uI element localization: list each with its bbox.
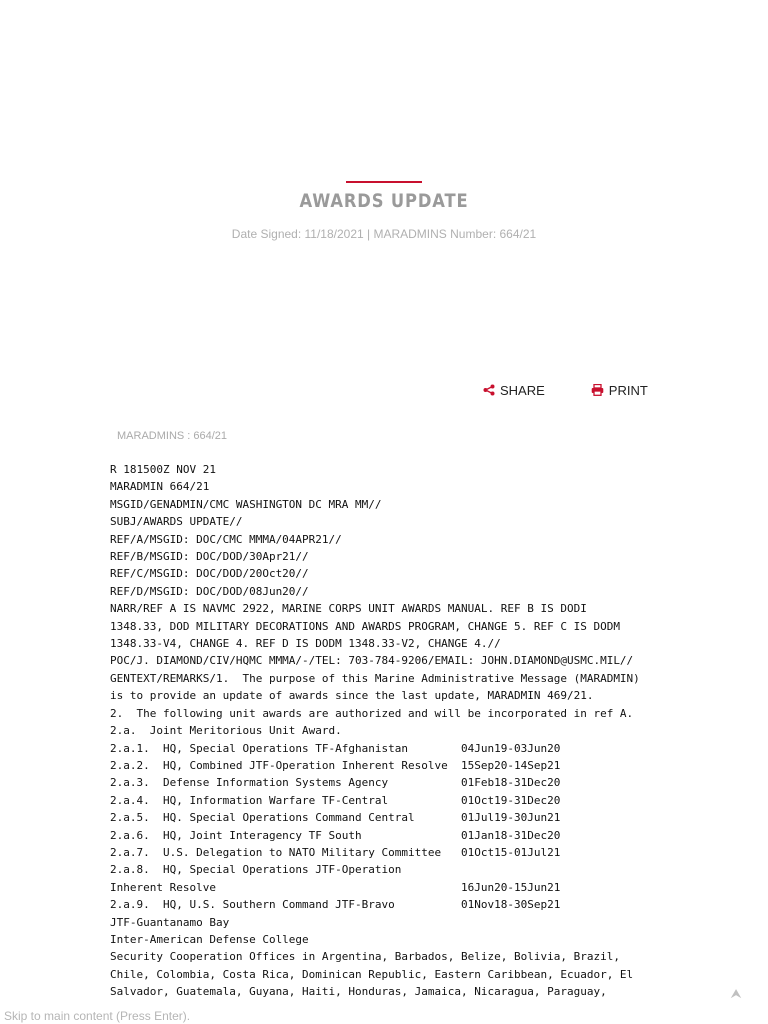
message-line: JTF-Guantanamo Bay	[110, 915, 230, 929]
printer-icon	[591, 384, 604, 396]
message-line: 2.a.9. HQ, U.S. Southern Command JTF-Bravo 01Nov18-30Sep21	[110, 898, 561, 912]
message-line: 2.a.4. HQ, Information Warfare TF-Central 01Oct19-31Dec20	[110, 793, 561, 807]
message-line: 1348.33-V4, CHANGE 4. REF D IS DODM 1348.33-V2, CHANGE 4.//	[110, 637, 501, 651]
message-line: 2.a.6. HQ, Joint Interagency TF South 01Jan18-31Dec20	[110, 828, 561, 842]
share-icon	[483, 384, 495, 396]
message-line: REF/B/MSGID: DOC/DOD/30Apr21//	[110, 550, 309, 564]
message-line: Inter-American Defense College	[110, 932, 309, 946]
message-line: SUBJ/AWARDS UPDATE//	[110, 515, 243, 529]
message-line: 2.a.3. Defense Information Systems Agency 01Feb18-31Dec20	[110, 776, 561, 790]
message-line: REF/A/MSGID: DOC/CMC MMMA/04APR21//	[110, 532, 342, 546]
action-bar	[483, 380, 648, 400]
message-line: 2.a.1. HQ, Special Operations TF-Afghanistan 04Jun19-03Jun20	[110, 741, 561, 755]
message-line: 2.a. Joint Meritorious Unit Award.	[110, 724, 342, 738]
title-accent-bar	[346, 181, 422, 183]
message-line: 1348.33, DOD MILITARY DECORATIONS AND AWARDS PROGRAM, CHANGE 5. REF C IS DODM	[110, 619, 620, 633]
message-line: Salvador, Guatemala, Guyana, Haiti, Honduras, Jamaica, Nicaragua, Paraguay,	[110, 985, 607, 999]
message-line: REF/D/MSGID: DOC/DOD/08Jun20//	[110, 584, 309, 598]
share-label: SHARE	[500, 382, 545, 398]
message-line: MARADMIN 664/21	[110, 480, 210, 494]
message-line: 2.a.5. HQ. Special Operations Command Central 01Jul19-30Jun21	[110, 811, 561, 825]
skip-to-content-link[interactable]: Skip to main content (Press Enter).	[4, 1009, 191, 1023]
message-line: Inherent Resolve 16Jun20-15Jun21	[110, 880, 561, 894]
document-meta: Date Signed: 11/18/2021 | MARADMINS Number: 664/21	[231, 227, 537, 241]
page-title: AWARDS UPDATE	[299, 190, 469, 212]
message-line: is to provide an update of awards since the last update, MARADMIN 469/21.	[110, 689, 594, 703]
message-line: 2. The following unit awards are authorized and will be incorporated in ref A.	[110, 706, 634, 720]
share-button[interactable]	[483, 380, 545, 400]
message-line: REF/C/MSGID: DOC/DOD/20Oct20//	[110, 567, 309, 581]
maradmin-number-tag: MARADMINS : 664/21	[117, 430, 228, 442]
message-line: 2.a.8. HQ, Special Operations JTF-Operation	[110, 863, 402, 877]
print-label: PRINT	[608, 382, 648, 398]
message-line: POC/J. DIAMOND/CIV/HQMC MMMA/-/TEL: 703-784-9206/EMAIL: JOHN.DIAMOND@USMC.MIL//	[110, 654, 634, 668]
message-line: GENTEXT/REMARKS/1. The purpose of this Marine Administrative Message (MARADMIN)	[110, 671, 640, 685]
message-line: R 181500Z NOV 21	[110, 463, 216, 476]
message-line: Security Cooperation Offices in Argentina, Barbados, Belize, Bolivia, Brazil,	[110, 950, 620, 964]
message-line: MSGID/GENADMIN/CMC WASHINGTON DC MRA MM//	[110, 497, 382, 511]
message-line: 2.a.7. U.S. Delegation to NATO Military Committee 01Oct15-01Jul21	[110, 845, 561, 859]
print-button[interactable]	[591, 380, 648, 400]
scroll-to-top-icon[interactable]: ⮝	[730, 986, 742, 1001]
message-body	[110, 461, 760, 1001]
message-line: NARR/REF A IS NAVMC 2922, MARINE CORPS UNIT AWARDS MANUAL. REF B IS DODI	[110, 602, 587, 616]
message-line: Chile, Colombia, Costa Rica, Dominican Republic, Eastern Caribbean, Ecuador, El	[110, 967, 634, 981]
message-line: 2.a.2. HQ, Combined JTF-Operation Inherent Resolve 15Sep20-14Sep21	[110, 758, 561, 772]
